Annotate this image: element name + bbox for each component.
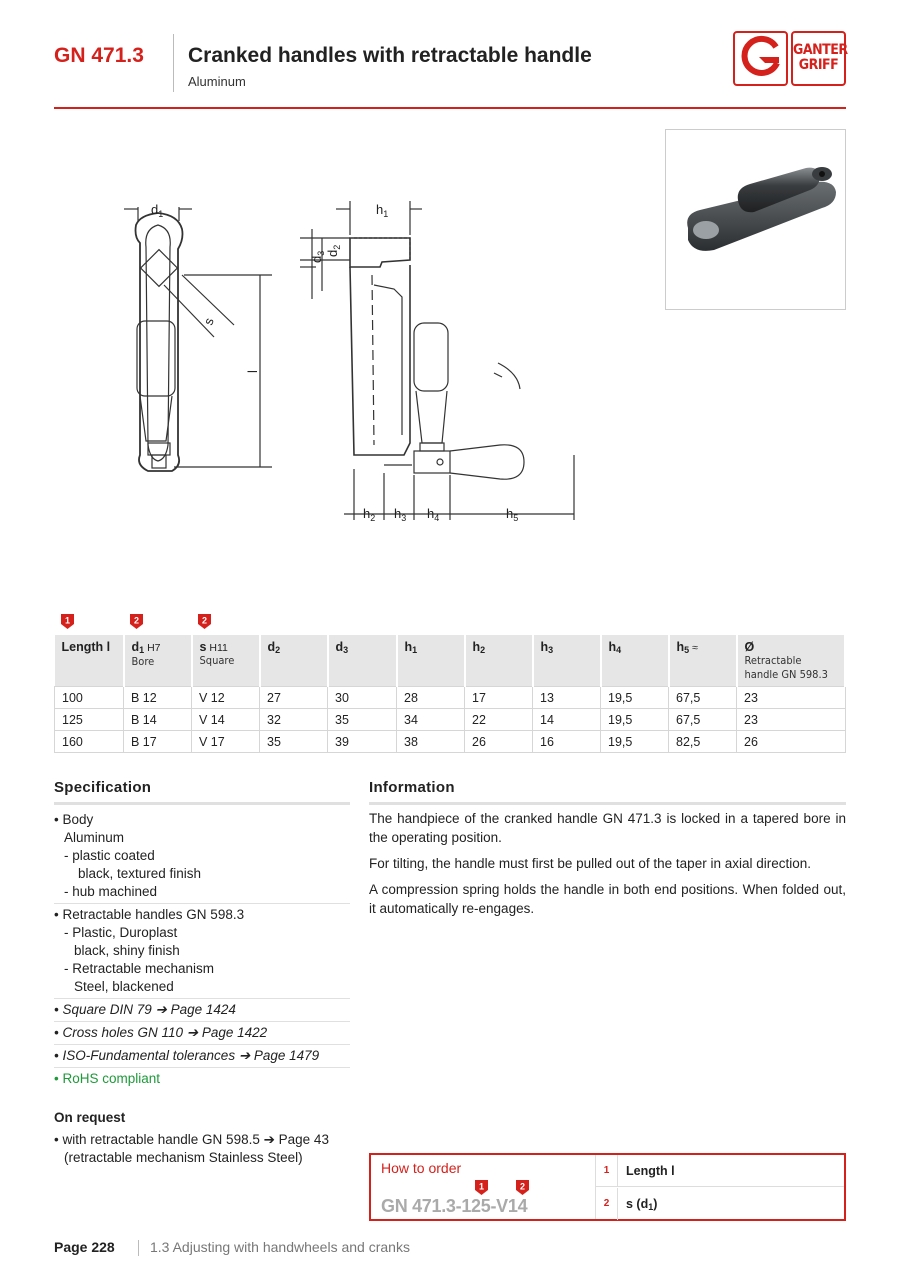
table-row	[55, 709, 846, 731]
page-title: Cranked handles with retractable handle	[188, 44, 592, 67]
specification-rule	[54, 802, 350, 805]
table-cell: 160	[55, 731, 124, 753]
svg-text:1: 1	[64, 615, 71, 626]
product-code: GN 471.3	[54, 44, 144, 67]
col-h5: $h_5$ ≈	[669, 635, 737, 687]
dim-h4-label: h	[427, 506, 435, 521]
col-s: s H11 Square	[192, 635, 260, 687]
marker-square	[198, 614, 211, 629]
table-cell: 30	[328, 687, 397, 709]
svg-text:h5: $h_5$	[506, 506, 519, 523]
marker-bore	[130, 614, 143, 629]
spec-body: • Body Aluminum - plastic coated black, textured finish - hub machined	[54, 809, 350, 904]
dim-h3-label: h	[394, 506, 402, 521]
dimensions-table	[54, 635, 846, 753]
table-cell: V 14	[192, 709, 260, 731]
table-cell: 125	[55, 709, 124, 731]
specification-list	[54, 809, 350, 1090]
col-h3: $h_3$	[533, 635, 601, 687]
table-header-row	[55, 635, 846, 687]
table-cell: 26	[465, 731, 533, 753]
svg-text:2: 2	[133, 615, 140, 626]
footer-section: 1.3 Adjusting with handwheels and cranks	[150, 1239, 410, 1255]
col-d1: $d_1$ H7 Bore	[124, 635, 192, 687]
product-photo	[665, 129, 846, 310]
spec-cross-holes-ref[interactable]: • Cross holes GN 110 ➔ Page 1422	[54, 1022, 350, 1045]
table-cell: 19,5	[601, 731, 669, 753]
svg-text:d1: $d_1$	[151, 202, 164, 219]
table-cell: 19,5	[601, 687, 669, 709]
on-request-item[interactable]: • with retractable handle GN 598.5 ➔ Page 43	[54, 1132, 329, 1147]
spec-iso-ref[interactable]: • ISO-Fundamental tolerances ➔ Page 1479	[54, 1045, 350, 1068]
table-cell: 67,5	[669, 709, 737, 731]
table-cell: 32	[260, 709, 328, 731]
page-subtitle: Aluminum	[188, 74, 246, 89]
information-text	[369, 809, 846, 925]
svg-text:h4: $h_4$	[427, 506, 440, 523]
table-cell: B 17	[124, 731, 192, 753]
ganter-logo-text: GANTER GRIFF	[791, 31, 846, 86]
dim-d2-label: d	[325, 249, 340, 257]
table-row	[55, 687, 846, 709]
dim-d3-label: d	[309, 255, 324, 263]
table-cell: B 14	[124, 709, 192, 731]
info-paragraph: The handpiece of the cranked handle GN 471.3 is locked in a tapered bore in the operating position.	[369, 811, 846, 845]
svg-text:h2: $h_2$	[363, 506, 376, 523]
col-length: Length l	[55, 635, 124, 687]
dim-h5-label: h	[506, 506, 514, 521]
spec-handles: • Retractable handles GN 598.3 - Plastic, Duroplast black, shiny finish - Retractable mechanism Steel, blackened	[54, 904, 350, 999]
table-cell: 26	[737, 731, 846, 753]
table-cell: 39	[328, 731, 397, 753]
table-cell: 28	[397, 687, 465, 709]
table-cell: 14	[533, 709, 601, 731]
on-request-note: (retractable mechanism Stainless Steel)	[64, 1150, 303, 1165]
page-number: Page 228	[54, 1239, 115, 1255]
information-rule	[369, 802, 846, 805]
table-cell: V 12	[192, 687, 260, 709]
order-code-example: GN 471.3-125-V14	[381, 1196, 528, 1216]
table-row	[55, 731, 846, 753]
table-cell: 82,5	[669, 731, 737, 753]
svg-text:1: 1	[478, 1181, 485, 1192]
col-h1: $h_1$	[397, 635, 465, 687]
dim-h2-label: h	[363, 506, 371, 521]
ganter-logo-mark-icon	[733, 31, 788, 86]
header-divider	[173, 34, 174, 92]
spec-square-ref[interactable]: • Square DIN 79 ➔ Page 1424	[54, 999, 350, 1022]
table-cell: 67,5	[669, 687, 737, 709]
dim-s-label: s	[200, 315, 217, 328]
svg-text:h1: $h_1$	[376, 202, 389, 219]
information-heading: Information	[369, 779, 455, 796]
col-d2: $d_2$	[260, 635, 328, 687]
table-cell: 19,5	[601, 709, 669, 731]
how-to-order-box	[369, 1153, 846, 1221]
order-legend-row: 2 s $(d_1)$	[596, 1188, 844, 1220]
table-cell: 35	[328, 709, 397, 731]
table-cell: 16	[533, 731, 601, 753]
specification-heading: Specification	[54, 779, 152, 796]
svg-text:d3: $d_3$	[309, 250, 326, 263]
table-cell: 23	[737, 687, 846, 709]
on-request-list	[54, 1131, 350, 1167]
svg-text:h3: $h_3$	[394, 506, 407, 523]
col-d3: $d_3$	[328, 635, 397, 687]
table-cell: 23	[737, 709, 846, 731]
ganter-logo	[733, 31, 846, 86]
header-rule	[54, 107, 846, 109]
table-cell: 35	[260, 731, 328, 753]
order-legend-row: 1 Length l	[596, 1155, 844, 1187]
table-cell: B 12	[124, 687, 192, 709]
technical-drawing	[54, 125, 654, 545]
how-to-order-title: How to order	[381, 1160, 462, 1176]
col-h2: $h_2$	[465, 635, 533, 687]
col-h4: $h_4$	[601, 635, 669, 687]
on-request-heading: On request	[54, 1110, 126, 1125]
marker-length	[61, 614, 74, 629]
table-cell: 27	[260, 687, 328, 709]
dim-h1-label: h	[376, 202, 384, 217]
table-cell: 34	[397, 709, 465, 731]
table-cell: 22	[465, 709, 533, 731]
table-cell: 38	[397, 731, 465, 753]
footer-divider	[138, 1240, 139, 1256]
table-cell: 100	[55, 687, 124, 709]
info-paragraph: For tilting, the handle must first be pulled out of the taper in axial direction.	[369, 856, 811, 871]
col-diameter: Ø Retractable handle GN 598.3	[737, 635, 846, 687]
table-cell: V 17	[192, 731, 260, 753]
info-paragraph: A compression spring holds the handle in both end positions. When folded out, it automatically re-engages.	[369, 882, 846, 916]
table-cell: 17	[465, 687, 533, 709]
svg-text:d2: $d_2$	[325, 244, 342, 257]
svg-text:2: 2	[519, 1181, 526, 1192]
table-cell: 13	[533, 687, 601, 709]
dim-l-label: l	[245, 370, 260, 373]
dim-d1-label: d	[151, 202, 159, 217]
svg-text:2: 2	[201, 615, 208, 626]
spec-rohs: • RoHS compliant	[54, 1071, 161, 1086]
